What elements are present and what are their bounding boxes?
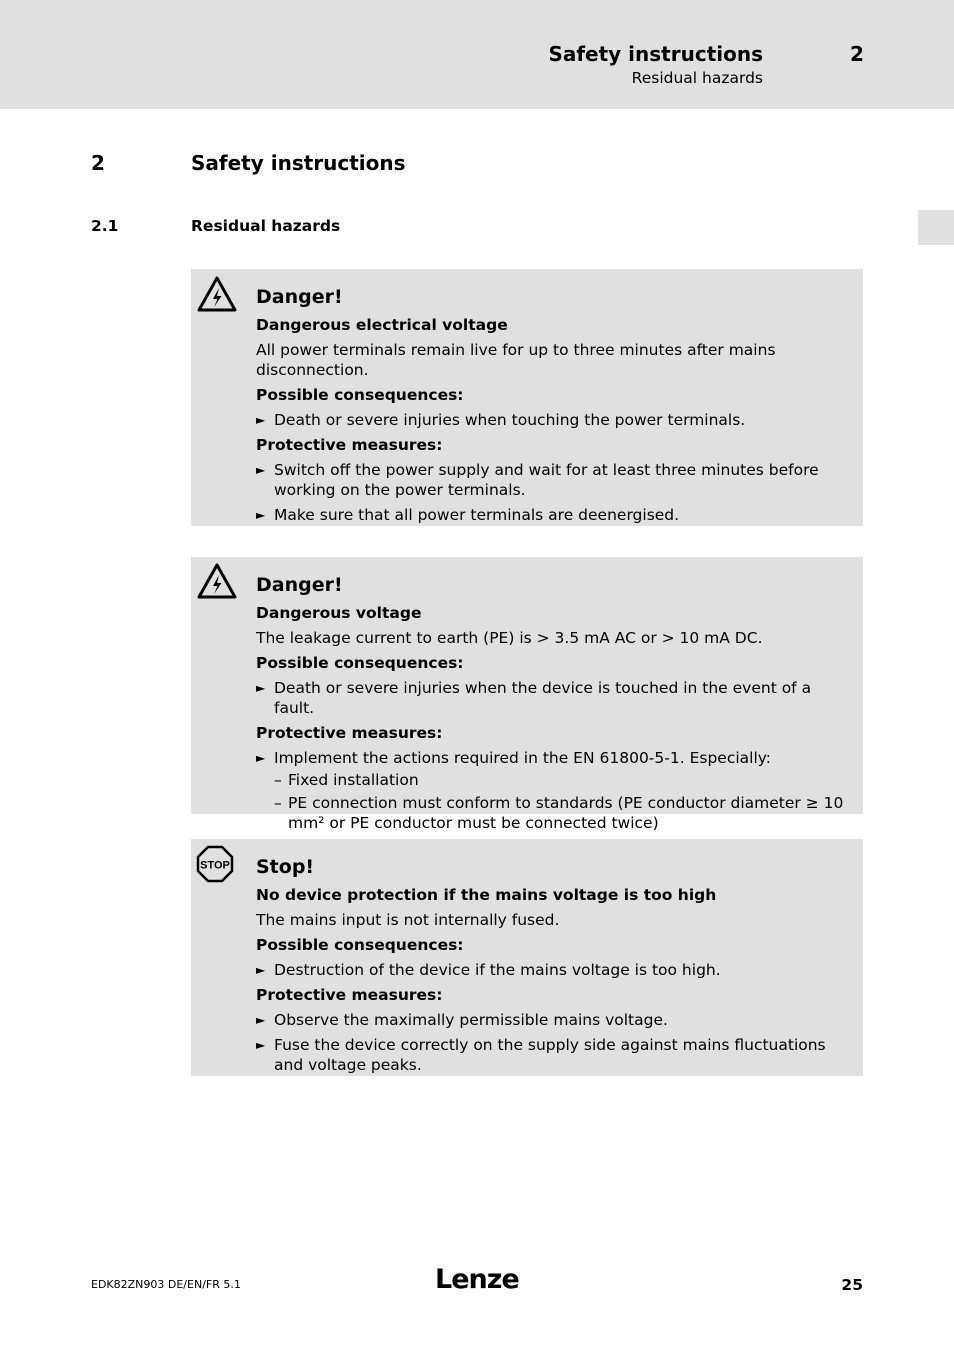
stop-sign-text: STOP bbox=[200, 859, 230, 872]
signal-word: Danger! bbox=[256, 286, 343, 308]
hazard-description: All power terminals remain live for up to three minutes after mains disconnection. bbox=[256, 341, 776, 379]
page-number: 25 bbox=[841, 1276, 863, 1294]
hazard-heading: No device protection if the mains voltage is too high bbox=[256, 886, 717, 904]
measure-item: ► Fuse the device correctly on the supply side against mains fluctuations and voltage peaks. bbox=[256, 1035, 847, 1075]
signal-word: Stop! bbox=[256, 856, 315, 878]
danger-box-leakage-voltage bbox=[191, 557, 863, 832]
consequence-item: ► Destruction of the device if the mains voltage is too high. bbox=[256, 960, 847, 980]
subsection-title: Residual hazards bbox=[191, 217, 341, 235]
hazard-heading: Dangerous voltage bbox=[256, 604, 422, 622]
hazard-heading: Dangerous electrical voltage bbox=[256, 316, 508, 334]
hazard-description: The mains input is not internally fused. bbox=[256, 911, 560, 929]
electrical-hazard-icon bbox=[196, 275, 238, 317]
consequence-item: ► Death or severe injuries when the device is touched in the event of a fault. bbox=[256, 678, 847, 718]
measure-item: ► Make sure that all power terminals are deenergised. bbox=[256, 505, 847, 525]
consequences-label: Possible consequences: bbox=[256, 386, 464, 404]
signal-word: Danger! bbox=[256, 574, 343, 596]
sub-measure-item: – PE connection must conform to standards (PE conductor diameter ≥ 10 mm² or PE conductor must be connected twice) bbox=[274, 794, 844, 832]
measure-item: ► Implement the actions required in the EN 61800-5-1. Especially: bbox=[256, 748, 847, 768]
consequence-item: ► Death or severe injuries when touching the power terminals. bbox=[256, 410, 847, 430]
header-subtitle: Residual hazards bbox=[631, 69, 763, 87]
danger-box-electrical-voltage bbox=[191, 269, 863, 526]
header-chapter-number: 2 bbox=[850, 42, 864, 66]
measure-item: ► Observe the maximally permissible mains voltage. bbox=[256, 1010, 847, 1030]
measures-label: Protective measures: bbox=[256, 986, 443, 1004]
chapter-tab-marker bbox=[918, 210, 954, 245]
sub-measure-text: Fixed installation bbox=[288, 771, 419, 789]
consequences-label: Possible consequences: bbox=[256, 654, 464, 672]
measure-item: ► Switch off the power supply and wait for at least three minutes before working on the power terminals. bbox=[256, 460, 847, 500]
hazard-description: The leakage current to earth (PE) is > 3.5 mA AC or > 10 mA DC. bbox=[256, 629, 763, 647]
section-number: 2 bbox=[91, 151, 105, 175]
sub-measure-text: PE connection must conform to standards (PE conductor diameter ≥ 10 mm² or PE conductor must be connected twice) bbox=[288, 794, 844, 832]
footer-document-id: EDK82ZN903 DE/EN/FR 5.1 bbox=[91, 1278, 241, 1291]
page-header bbox=[0, 0, 954, 109]
stop-sign-icon bbox=[196, 845, 234, 887]
header-title: Safety instructions bbox=[548, 42, 763, 66]
subsection-number: 2.1 bbox=[91, 217, 119, 235]
consequences-label: Possible consequences: bbox=[256, 936, 464, 954]
electrical-hazard-icon bbox=[196, 562, 238, 604]
lenze-logo: Lenze bbox=[435, 1264, 519, 1295]
measures-label: Protective measures: bbox=[256, 724, 443, 742]
measures-label: Protective measures: bbox=[256, 436, 443, 454]
sub-measure-item: – Fixed installation bbox=[274, 771, 419, 789]
section-title: Safety instructions bbox=[191, 151, 406, 175]
stop-box-mains-voltage bbox=[191, 839, 863, 1076]
